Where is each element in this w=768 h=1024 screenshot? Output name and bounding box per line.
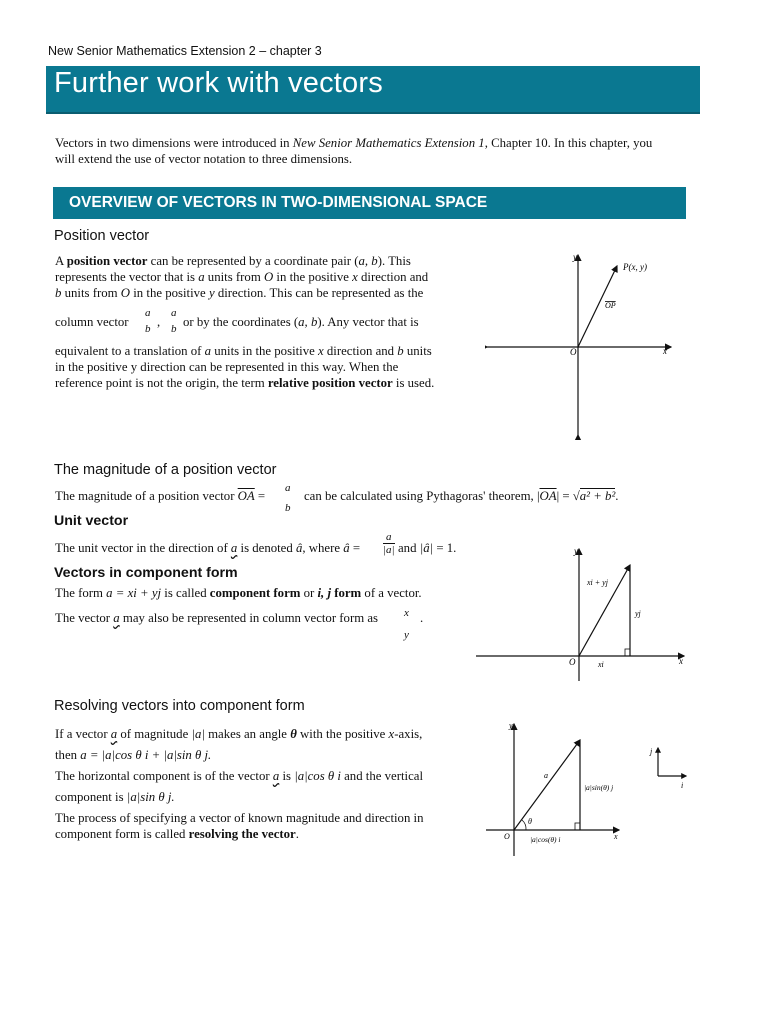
origin-label: O — [504, 832, 510, 841]
hypotenuse-label: a — [544, 771, 548, 780]
component-column-line: The vector a may also be represented in column vector form as x y . — [55, 607, 424, 641]
origin-label: O — [570, 347, 577, 357]
component-form-text: The form a = xi + yj is called component form or i, j form of a vector. — [55, 586, 422, 600]
vertical-label: yj — [635, 609, 641, 618]
vertical-label: |a|sin(θ) j — [584, 783, 614, 792]
section-heading-bar — [53, 187, 686, 219]
book-title: New Senior Mathematics Extension 1 — [292, 136, 485, 150]
horizontal-label: xi — [598, 660, 604, 669]
component-form-heading: Vectors in component form — [54, 565, 238, 581]
vector-a — [514, 740, 580, 830]
right-angle-marker — [625, 649, 630, 656]
j-label: j — [650, 747, 653, 756]
position-vector-text: A position vector can be represented by a coordinate pair (a, b). This represents the vector that is a units from O in the positive x direction and b units from O in the positive y direction. This can be represented as the — [55, 254, 429, 300]
section-heading: OVERVIEW OF VECTORS IN TWO-DIMENSIONAL SPACE — [69, 194, 488, 211]
x-label: x — [614, 832, 618, 841]
resolving-diagram — [484, 718, 624, 858]
right-angle-marker — [575, 823, 580, 830]
hypotenuse-label: xi + yj — [587, 578, 608, 587]
intro-paragraph: Vectors in two dimensions were introduced in New Senior Mathematics Extension 1, Chapter 10. In this chapter, you will extend the use of vector notation to three dimensions. — [55, 136, 653, 166]
angle-arc — [522, 820, 526, 830]
resolving-text: If a vector a of magnitude |a| makes an angle θ with the positive x-axis, then a = |a|cos θ i + |a|sin θ j. The horizontal component is of the vector a is |a|cos θ i and the vertical component is |a|sin θ j. — [55, 727, 423, 804]
origin-label: O — [569, 657, 576, 667]
i-label: i — [681, 781, 684, 790]
resolving-text-2: The process of specifying a vector of known magnitude and direction in component form is called resolving the vector. — [55, 811, 424, 841]
position-vector-heading: Position vector — [54, 228, 150, 244]
position-vector-text-2: equivalent to a translation of a units in the positive x direction and b units in the positive y direction can be represented in this way. When the reference point is not the origin, the term relative position vector is used. — [55, 344, 435, 390]
vector-op-label: OP — [605, 301, 616, 310]
chapter-title: Further work with vectors — [54, 67, 383, 99]
component-form-diagram — [474, 543, 694, 683]
horizontal-label: |a|cos(θ) i — [530, 835, 561, 844]
running-head: New Senior Mathematics Extension 2 – chapter 3 — [48, 44, 322, 58]
theta-label: θ — [528, 817, 532, 826]
y-label: y — [509, 721, 513, 730]
unit-vector-heading: Unit vector — [54, 513, 129, 529]
y-label: y — [574, 546, 578, 556]
x-label: x — [663, 346, 667, 356]
position-vector-diagram — [485, 250, 675, 440]
column-vector-line: column vector a b , a b or by the coordinates (a, b). Any vector that is — [55, 307, 419, 335]
x-label: x — [679, 656, 683, 666]
magnitude-text: The magnitude of a position vector $\overline{OA}$ = a b can be calculated using Pythagoras' theorem, $|\overline{OA}| = √a^2 + b^2$. — [55, 482, 619, 514]
chapter-title-bar — [46, 66, 700, 114]
unit-vectors-key — [648, 742, 692, 794]
magnitude-heading: The magnitude of a position vector — [54, 462, 277, 478]
resolving-heading: Resolving vectors into component form — [54, 698, 305, 714]
y-label: y — [573, 252, 577, 262]
unit-vector-text: The unit vector in the direction of a is denoted â, where â = $\frac{a}{|a|}$ and |â| = 1. — [55, 531, 457, 556]
point-label: P(x, y) — [623, 262, 647, 272]
